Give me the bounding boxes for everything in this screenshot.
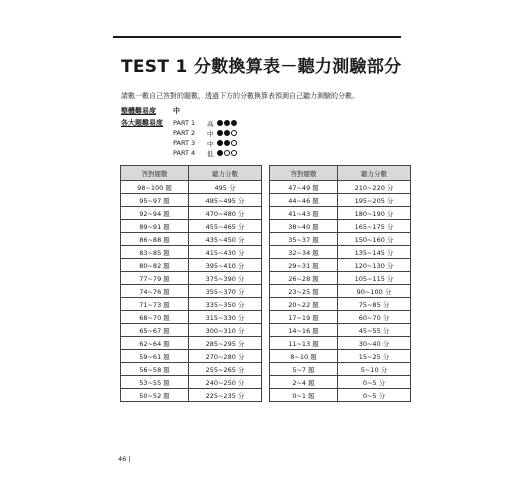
- part-difficulty-row: [173, 128, 238, 138]
- overall-difficulty-label: 整體難易度: [121, 107, 156, 115]
- score-right: 180~190 分: [338, 207, 411, 220]
- correct-count-right: 17~19 題: [270, 311, 338, 324]
- score-left: 455~465 分: [189, 220, 262, 233]
- score-left: 485~495 分: [189, 194, 262, 207]
- page-number: 46 |: [118, 455, 131, 463]
- header-score-right: 聽力分數: [338, 166, 411, 181]
- part-difficulty-row: [173, 148, 238, 158]
- correct-count-right: 14~16 題: [270, 324, 338, 337]
- score-left: 300~310 分: [189, 324, 262, 337]
- score-left: 285~295 分: [189, 337, 262, 350]
- table-row: [121, 233, 411, 246]
- column-gap: [262, 207, 270, 220]
- column-gap: [262, 311, 270, 324]
- part-level: 中: [207, 139, 214, 148]
- part-level: 中: [207, 129, 214, 138]
- header-correct-left: 答對題數: [121, 166, 189, 181]
- filled-circle-icon: [217, 140, 223, 146]
- correct-count-left: 53~55 題: [121, 376, 189, 389]
- score-right: 5~10 分: [338, 363, 411, 376]
- empty-circle-icon: [231, 140, 237, 146]
- part-difficulty-row: [173, 118, 238, 128]
- correct-count-left: 86~88 題: [121, 233, 189, 246]
- empty-circle-icon: [231, 130, 237, 136]
- score-left: 315~330 分: [189, 311, 262, 324]
- score-left: 375~390 分: [189, 272, 262, 285]
- parts-difficulty-list: [173, 118, 238, 158]
- part-name: PART 4: [173, 149, 196, 157]
- score-right: 150~160 分: [338, 233, 411, 246]
- correct-count-left: 68~70 題: [121, 311, 189, 324]
- page-title: TEST 1 分數換算表－聽力測驗部分: [121, 57, 402, 77]
- parts-difficulty-label: 各大題難易度: [121, 119, 163, 127]
- column-gap: [262, 285, 270, 298]
- correct-count-right: 47~49 題: [270, 181, 338, 194]
- score-left: 225~235 分: [189, 389, 262, 402]
- score-right: 15~25 分: [338, 350, 411, 363]
- filled-circle-icon: [224, 140, 230, 146]
- score-left: 395~410 分: [189, 259, 262, 272]
- filled-circle-icon: [224, 130, 230, 136]
- score-right: 30~40 分: [338, 337, 411, 350]
- score-left: 270~280 分: [189, 350, 262, 363]
- correct-count-left: 92~94 題: [121, 207, 189, 220]
- column-gap: [262, 363, 270, 376]
- correct-count-right: 23~25 題: [270, 285, 338, 298]
- column-gap: [262, 220, 270, 233]
- correct-count-right: 32~34 題: [270, 246, 338, 259]
- score-right: 165~175 分: [338, 220, 411, 233]
- correct-count-left: 65~67 題: [121, 324, 189, 337]
- overall-difficulty-value: 中: [173, 107, 180, 115]
- score-right: 105~115 分: [338, 272, 411, 285]
- correct-count-right: 26~28 題: [270, 272, 338, 285]
- filled-circle-icon: [224, 120, 230, 126]
- score-left: 255~265 分: [189, 363, 262, 376]
- correct-count-right: 11~13 題: [270, 337, 338, 350]
- correct-count-left: 80~82 題: [121, 259, 189, 272]
- score-right: 195~205 分: [338, 194, 411, 207]
- correct-count-left: 56~58 題: [121, 363, 189, 376]
- part-level: 高: [207, 119, 214, 128]
- table-row: [121, 337, 411, 350]
- column-gap: [262, 337, 270, 350]
- column-gap: [262, 233, 270, 246]
- column-gap: [262, 181, 270, 194]
- correct-count-right: 8~10 題: [270, 350, 338, 363]
- score-right: 0~5 分: [338, 376, 411, 389]
- column-gap: [262, 194, 270, 207]
- table-row: [121, 272, 411, 285]
- correct-count-right: 38~40 題: [270, 220, 338, 233]
- score-right: 45~55 分: [338, 324, 411, 337]
- column-gap: [262, 376, 270, 389]
- table-row: [121, 207, 411, 220]
- part-name: PART 3: [173, 139, 196, 147]
- top-rule: [113, 36, 401, 38]
- empty-circle-icon: [224, 150, 230, 156]
- correct-count-left: 77~79 題: [121, 272, 189, 285]
- correct-count-left: 50~52 題: [121, 389, 189, 402]
- part-name: PART 1: [173, 119, 196, 127]
- filled-circle-icon: [217, 130, 223, 136]
- score-left: 435~450 分: [189, 233, 262, 246]
- column-gap: [262, 166, 270, 181]
- correct-count-left: 62~64 題: [121, 337, 189, 350]
- column-gap: [262, 324, 270, 337]
- correct-count-right: 2~4 題: [270, 376, 338, 389]
- part-name: PART 2: [173, 129, 196, 137]
- score-left: 495 分: [189, 181, 262, 194]
- score-right: 60~70 分: [338, 311, 411, 324]
- empty-circle-icon: [231, 150, 237, 156]
- intro-text: 請數一數自己答對的題數，透過下方的分數換算表預測自己聽力測驗的分數。: [121, 92, 359, 100]
- column-gap: [262, 389, 270, 402]
- correct-count-left: 89~91 題: [121, 220, 189, 233]
- table-row: [121, 363, 411, 376]
- score-conversion-table: [120, 165, 411, 402]
- correct-count-right: 35~37 題: [270, 233, 338, 246]
- table-row: [121, 181, 411, 194]
- score-right: 210~220 分: [338, 181, 411, 194]
- correct-count-right: 44~46 題: [270, 194, 338, 207]
- score-right: 75~85 分: [338, 298, 411, 311]
- correct-count-left: 98~100 題: [121, 181, 189, 194]
- score-left: 240~250 分: [189, 376, 262, 389]
- score-left: 355~370 分: [189, 285, 262, 298]
- filled-circle-icon: [231, 120, 237, 126]
- correct-count-left: 74~76 題: [121, 285, 189, 298]
- correct-count-left: 95~97 題: [121, 194, 189, 207]
- score-left: 470~480 分: [189, 207, 262, 220]
- score-right: 135~145 分: [338, 246, 411, 259]
- table-row: [121, 311, 411, 324]
- correct-count-right: 29~31 題: [270, 259, 338, 272]
- table-row: [121, 350, 411, 363]
- filled-circle-icon: [217, 150, 223, 156]
- correct-count-left: 83~85 題: [121, 246, 189, 259]
- filled-circle-icon: [217, 120, 223, 126]
- column-gap: [262, 298, 270, 311]
- table-row: [121, 194, 411, 207]
- correct-count-left: 59~61 題: [121, 350, 189, 363]
- table-row: [121, 298, 411, 311]
- table-row: [121, 376, 411, 389]
- score-right: 120~130 分: [338, 259, 411, 272]
- table-row: [121, 259, 411, 272]
- score-left: 335~350 分: [189, 298, 262, 311]
- correct-count-right: 0~1 題: [270, 389, 338, 402]
- part-difficulty-row: [173, 138, 238, 148]
- correct-count-right: 41~43 題: [270, 207, 338, 220]
- score-left: 415~430 分: [189, 246, 262, 259]
- column-gap: [262, 246, 270, 259]
- table-header-row: [121, 166, 411, 181]
- correct-count-left: 71~73 題: [121, 298, 189, 311]
- part-level: 低: [207, 149, 214, 158]
- table-row: [121, 389, 411, 402]
- column-gap: [262, 272, 270, 285]
- table-row: [121, 220, 411, 233]
- header-score-left: 聽力分數: [189, 166, 262, 181]
- score-right: 0~5 分: [338, 389, 411, 402]
- correct-count-right: 20~22 題: [270, 298, 338, 311]
- table-row: [121, 285, 411, 298]
- header-correct-right: 答對題數: [270, 166, 338, 181]
- column-gap: [262, 259, 270, 272]
- column-gap: [262, 350, 270, 363]
- table-row: [121, 246, 411, 259]
- table-row: [121, 324, 411, 337]
- score-right: 90~100 分: [338, 285, 411, 298]
- correct-count-right: 5~7 題: [270, 363, 338, 376]
